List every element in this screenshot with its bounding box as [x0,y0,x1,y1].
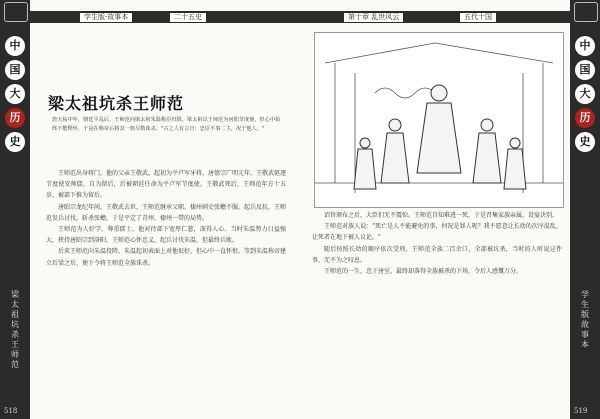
illustration [314,32,564,208]
side-char-2: 国 [5,60,25,80]
header-bar [30,11,300,23]
header-chapter-label: 第十章 乱世风云 [344,13,403,22]
side-char-1: 中 [575,36,595,56]
side-caption: 梁太祖坑杀王师范 [11,290,19,369]
side-char-1: 中 [5,36,25,56]
page-number: 519 [574,407,588,415]
ornament-icon [574,2,598,22]
side-char-4: 历 [5,108,25,128]
page-title: 梁太祖坑杀王师范 [48,94,185,113]
side-char-2: 国 [575,60,595,80]
side-char-5: 史 [575,132,595,152]
page-number: 518 [4,407,18,415]
right-page [300,0,600,419]
paragraph: 诏旨颁布之后，大臣们无不震惊。王师范自知难逃一死，于是召集家族亲属，设宴诀别。 [324,212,559,219]
side-char-4: 历 [575,108,595,128]
left-body [46,168,286,269]
header-book-label: 二十五史 [170,13,206,22]
header-bar [300,11,570,23]
paragraph: 唐昭宗龙纪年间，王敬武去世，王师范继承父职。棣州刺史张蟾不服，起兵反抗，王师范发兵讨伐，斩杀张蟾，于是平定了青州、棣州一带的局势。 [46,203,287,222]
paragraph: 后来王师范向朱温投降，朱温起初表面上对他很好，但心中一直怀恨。等到朱温称帝建立后梁之后，便下令将王师范全族诛杀。 [46,248,287,267]
side-caption: 学生版故事本 [581,290,589,349]
ornament-icon [4,2,28,22]
right-side-strip [570,0,600,419]
header-era-label: 五代十国 [460,13,496,22]
paragraph: 王师范的一生，忠于唐室，最终却落得全族被杀的下场，令后人感慨万分。 [324,268,523,276]
side-char-3: 大 [575,84,595,104]
intro-quote: 唐天祐中年，朝廷平乱后，王师范向梁太祖朱温称臣归降。梁太祖以王师范为河阳节度使，但心中始终不能释怀，于是在称帝后将其一族尽数诛杀。"古之人有言曰：忠臣不事二主，况于他人。" [52,117,281,132]
paragraph: 王师范对族人说："死亡是人不能避免的事，何况是罪人呢？我不愿意让长幼的次序混乱，让死者在地下被人议论。" [312,223,562,242]
right-body [312,210,562,277]
side-char-5: 史 [5,132,25,152]
left-side-strip [0,0,30,419]
header-series-label: 学生版·故事本 [80,13,132,22]
paragraph: 随后按照长幼的顺序依次受刑，王师范全族二百余口，全部被坑杀，当时的人听说这件事，无不为之叹息。 [312,245,562,264]
paragraph: 王师范为人好学，尊重儒士，他对待部下宽厚仁慈，深得人心。当时朱温势力日益强大，挟持唐昭宗到洛阳，王师范心怀忠义，起兵讨伐朱温，但最终兵败。 [46,226,286,245]
side-char-3: 大 [5,84,25,104]
paragraph: 王师范出身将门，他的父亲王敬武，起初为平卢军牙将，唐僖宗广明元年，王敬武驱逐节度使安师儒，自为留后，后被朝廷任命为平卢军节度使。王敬武死后，王师范年方十五岁，被部下推为留后。 [46,170,287,200]
court-scene-illustration [315,33,563,207]
